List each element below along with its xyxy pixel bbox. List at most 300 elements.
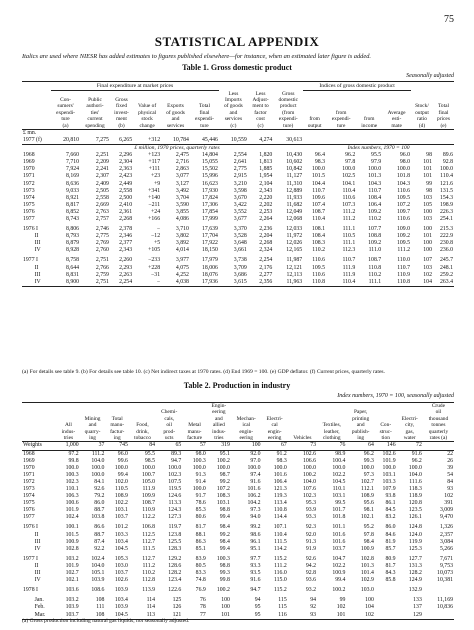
table1-cell: 100.0 [312,166,326,173]
table1-cell: 20,810 [63,137,80,144]
table2-year: 1972 [23,478,35,485]
table2-weights-label: Weights [23,442,42,449]
table2-cell: 103.9 [65,604,79,611]
table1-cell: 3,615 [233,278,247,285]
table2-cell: 111.5 [142,545,156,552]
table2-cell: 78 [200,604,206,611]
table1-cell: 92.8 [442,159,453,166]
table1-cell: 2,324 [259,247,273,254]
table2-cell: 100 [221,604,230,611]
table1-cell: 17,639 [202,226,218,233]
table2-cell: 84.5 [385,507,396,514]
table2-cell: 92.6 [94,486,105,492]
table1-cell: 111.9 [342,264,356,271]
table2-cell: 103.3 [382,478,396,485]
table1-col-head: from income [361,116,378,129]
table2-cell: 103.3 [114,531,128,538]
table2-cell: 100.2 [216,457,230,464]
table1-cell: 12,889 [286,187,303,194]
table1-cell: 2,769 [95,240,109,247]
table1-cell: 2,669 [95,201,109,208]
table-row [22,472,454,479]
table2-cell: 99.2 [250,524,261,531]
table1-quarter: I [36,257,38,264]
table-row [22,279,454,287]
table1-cell: 3,710 [175,226,189,233]
table1-cell: +228 [148,264,161,271]
table1-cell: +312 [148,137,161,144]
table2-cell: 72 [416,442,422,449]
table2-cell: 113 [146,611,156,618]
table1-cell: 30,613 [286,137,303,144]
table1-cell: 3,855 [175,208,189,215]
table1-cell: 8,758 [65,257,80,264]
table2-col-head: Crude oil thousand tonnes quarterly rates (a) [428,403,449,442]
table2-cell: 92 [310,604,317,611]
table2-month-label [22,597,57,604]
table1-cell: 111.2 [397,247,411,254]
table1-cell: 2,307 [95,173,109,180]
page-title: STATISTICAL APPENDIX [154,34,320,49]
table1-cell: 109.5 [312,264,326,271]
table2-cell: 124.3 [168,507,182,514]
table2-cell: 745 [119,442,128,449]
table2-cell: 107.9 [382,486,396,492]
table1-cell: 101 [423,159,432,166]
table2-cell: 114 [146,604,156,611]
table2-cell: 123.8 [168,531,182,538]
table1-group-spacer [219,82,303,91]
table1-cell: 109.5 [396,194,411,201]
table2-cell: 86.0 [94,500,105,507]
table1-cell: 2,343 [259,187,273,194]
table-row [22,159,454,166]
table2-cell: 101.6 [332,538,346,545]
table1-cell: 3,686 [233,271,247,278]
table1-cell: 7,275 [95,137,109,144]
table2-cell: 98.0 [195,450,206,457]
table2-cell: 102.8 [65,545,79,552]
table1-cell: 2,500 [119,194,133,201]
table2-cell: 116 [278,611,287,618]
table2-cell: 102.9 [360,577,374,584]
table1-cell: 108.4 [368,194,382,201]
table1-cell: 2,775 [233,166,247,173]
table2-cell: 101.2 [114,524,128,531]
table2-cell: 120.8 [408,500,422,507]
table2-cell: 94.2 [305,562,317,569]
table2-year: 1969 [23,457,35,464]
table1-cell: 254.1 [439,215,453,222]
table2-cell: 94.7 [250,587,261,594]
table-row [22,532,454,539]
table2-cell: 98.3 [276,457,287,464]
table2-cell: 128.2 [408,570,422,577]
table1-cell: 2,863 [175,166,189,173]
table1-cell: 2,641 [233,159,247,166]
table2-cell: 105.1 [91,570,105,577]
table2-cell: 128.2 [168,570,182,577]
table2-cell: 88.7 [94,507,105,514]
table1-cell: 110.4 [342,187,356,194]
table1-cell: 107.4 [312,201,326,208]
table2-cell: 81.7 [195,524,206,531]
table1-cell: 2,554 [233,152,247,159]
table-row [22,166,454,173]
table1-cell: 110.7 [312,187,326,194]
table2-cell: 76.9 [195,587,206,594]
table1-col-head: Gross fixed invest- ment (b) [114,96,129,129]
table2-cell: 115.2 [273,587,287,594]
table2-cell: 99.3 [219,570,230,577]
table1-cell: 2,363 [119,166,133,173]
table1-cell: 100.0 [396,166,411,173]
table2-cell: 79.2 [94,493,105,500]
table-row [22,247,454,254]
table2-cell: 102.1 [65,577,79,584]
table2-cell: 104.5 [332,478,346,485]
table1-cell: 111.0 [368,247,382,254]
table1-cell: 2,293 [119,264,133,271]
table2-cell: 94 [310,597,317,604]
table1-cell: 110.7 [368,187,382,194]
table2-cell: 102.3 [303,493,317,500]
table1-cell: 121.6 [439,180,453,187]
table1-cell: 2,757 [95,215,109,222]
table2-cell: 102 [336,604,346,611]
table2-cell: 9,753 [439,562,453,569]
table1-cell: 2,268 [119,215,133,222]
table1-cell: 110.6 [397,187,411,194]
table1-cell: 97.9 [371,159,382,166]
table1-col-head: Exports of goods and services [166,103,185,129]
table1-cell: 8,921 [65,194,80,201]
table2-cell: 111.2 [274,562,287,569]
table2-cell: 127.7 [408,555,422,562]
table1-cell: 112.3 [342,247,356,254]
table1-cell [22,145,51,153]
table2-cell: 101.6 [332,531,346,538]
table-row [22,152,454,159]
table1-cell: 110.2 [368,271,382,278]
table2-cell: 84 [149,442,156,449]
table-row [22,493,454,500]
table2-quarter-year: 1978 [23,587,35,594]
table2-cell: 114.4 [273,514,287,521]
table2-cell: 85.1 [195,545,206,552]
table2-cell: 100.9 [332,570,346,577]
table2-col-head: Total manu- factur- ing [110,415,125,442]
table1-unit-right: Index numbers, 1970 = 100 [347,145,410,152]
table1-cell: 2,304 [119,159,133,166]
table1-cell: 11,933 [286,194,303,201]
table2-cell: 92.0 [305,531,317,538]
table2-cell: 100.0 [192,486,206,492]
table2-cell: 102.3 [168,471,182,478]
table2-cell: 104.0 [303,478,317,485]
table2-cell: 93.6 [305,577,317,584]
table1-cell: 17,704 [202,233,218,240]
table1-cell: 16,623 [202,180,218,187]
table-row [22,587,454,594]
table1-cell: −233 [148,257,161,264]
table2-cell: 91.3 [195,471,206,478]
table1-cell: 1,820 [259,152,273,159]
table1-cell: 7,660 [65,152,80,159]
table1-cell: 108.3 [312,240,326,247]
table1-quarter-label [22,257,51,264]
table1-cell: 2,716 [175,159,189,166]
table1-cell: +9 [153,180,161,187]
table2-cell: 129.2 [168,555,182,562]
table2-quarter-label [22,532,57,539]
table2-cell: 92.2 [94,545,105,552]
table1-cell: 104.3 [396,180,411,187]
table1-cell: 96.0 [399,152,411,159]
table1-cell: 17,930 [202,187,218,194]
table2-cell: 76 [339,442,346,449]
table2-cell: 101.1 [332,524,346,531]
table1-cell: 12,165 [286,247,303,254]
table2-col-head: Chemi- cals, oil prod- ucts [161,409,178,442]
table2-cell: 111.9 [142,486,156,492]
table2-cell: 64 [368,442,374,449]
table2-cell: 88.1 [195,531,206,538]
table1-cell: 110.2 [368,215,382,222]
table1-cell: 2,296 [119,152,133,159]
table1-cell: 101.3 [368,173,382,180]
table2-title: Table 2. Production in industry [183,381,291,390]
table1-cell: 109.6 [312,194,326,201]
table2-weights-row [22,442,454,450]
table1-quarter-year: 1977 [23,257,35,264]
table2-cell: 95.1 [250,545,261,552]
table1-cell: 17,824 [202,194,218,201]
table1-cell: 8,852 [65,208,80,215]
table2-cell: 100.1 [65,524,79,531]
table1-cell: 154.3 [439,194,453,201]
table1-cell: 11,963 [286,278,303,285]
table1-cell [273,129,303,137]
table2-cell: 104.0 [91,457,105,464]
table2-cell: 102.7 [65,570,79,577]
table2-cell: 114.2 [273,545,287,552]
table2-cell: 96.2 [363,450,374,457]
table1-year: 1968 [23,152,35,159]
table2-cell: 1,326 [439,524,453,531]
table-row [22,209,454,216]
table2-quarter: III [34,538,41,545]
table2-cell: 77 [200,611,206,618]
table2-cell: 102.6 [303,450,317,457]
table1-cell: 103 [423,194,432,201]
table1-cell: 8,900 [65,278,80,285]
table2-cell: 99.3 [363,457,374,464]
table1-cell: 108.7 [312,208,326,215]
table1-col-head: Total final prices (e) [437,103,450,129]
table1-cell [411,137,433,145]
table2-cell: 96.1 [250,538,261,545]
table2-cell: 104.0 [91,562,105,569]
table2-cell: 103.9 [114,587,128,594]
table2-cell: 3,009 [439,507,453,514]
table2-cell: 95.6 [363,500,374,507]
table2-cell: 114 [146,597,156,604]
table-row [22,597,454,604]
table2-cell [423,442,454,450]
table2-quarter-label [22,556,57,563]
table1-cell: 99 [426,180,432,187]
table1-cell: 3,704 [175,194,189,201]
table-row [22,604,454,611]
table1-cell: 2,356 [259,278,273,285]
table2-cell: 103.2 [65,597,79,604]
table2-cell: 104.5 [114,611,128,618]
table2-cell: 84.1 [94,478,105,485]
table2-cell: 100.3 [192,457,206,464]
table2-cell: 106.2 [247,493,261,500]
table1-cell: 45,446 [202,137,218,144]
table1-cell: 2,204 [259,233,273,240]
table1-cell: 3,661 [233,247,247,254]
table2-cell: 103.9 [114,604,128,611]
table1-cell: 110.4 [342,278,356,285]
table1-cell: 101.5 [312,173,326,180]
table2-cell: 98.7 [219,471,230,478]
table2-cell: 2,357 [439,531,453,538]
table2-quarter: I [36,587,38,594]
table1-col-head: from expendi- ture [331,109,351,129]
table1-cell: 110.6 [312,257,326,264]
table2-cell: 112.2 [142,514,156,521]
table2-cell: 99 [339,597,346,604]
table2-cell: 99.5 [335,500,346,507]
table2-column-head-row [22,403,454,442]
table2-cell: 115.2 [273,555,287,562]
table1-cell: 100 [423,247,432,254]
table2-cell: 125 [172,597,182,604]
table1-cell: 108.1 [312,226,326,233]
table1-cell: 245.7 [439,257,453,264]
table2-cell: 26 [447,457,453,464]
table2-cell: 1,000 [65,442,79,449]
table1-cell: 2,763 [95,208,109,215]
table2-cell: 95 [254,611,261,618]
table2-cell: 105.0 [142,478,156,485]
table2-cell: 108.9 [114,493,128,500]
table2-cell: 91.6 [250,577,261,584]
table1-cell [110,129,133,137]
table1-cell: 108.8 [368,233,382,240]
table1-cell: 110.4 [312,215,326,222]
table1-cell: 2,251 [95,152,109,159]
table2-cell: 86.6 [94,524,105,531]
table1-cell: −12 [151,233,161,240]
table1-cell: 109.2 [368,208,382,215]
table2-cell: 100.6 [65,500,79,507]
table2-cell: 100.0 [65,464,79,471]
table2-cell: 98.4 [363,538,374,545]
table1-cell: 18,150 [202,247,218,254]
table2-cell: 93.5 [250,570,261,577]
table1-cell: 230.8 [439,240,453,247]
table1-cell: 3,492 [175,187,189,194]
table1-quarter: I [36,226,38,233]
table2-cell: 115 [278,604,287,611]
table2-cell: 74.8 [195,577,206,584]
table1-cell: 3,892 [175,240,189,247]
table2-cell: 97.2 [68,450,79,457]
table2-cell: 99.4 [219,514,230,521]
table1-cell: 101 [423,173,432,180]
table2-cell: 84.6 [385,531,396,538]
table-row [22,577,454,584]
table2-cell: 107.2 [216,486,230,492]
table2-cell: 115.0 [273,577,287,584]
table1-cell: − [156,226,161,233]
table2-cell: 73 [310,442,317,449]
table2-cell: 107.6 [303,486,317,492]
table1-cell: 2,236 [259,226,273,233]
table1-cell: 2,253 [259,208,273,215]
table2-cell: 116.0 [273,570,287,577]
table1-cell [326,129,356,137]
table1-col-head: Total final expendi- ture [195,103,214,129]
table2-quarter-label [22,577,57,584]
table1-cell: 110.9 [397,271,411,278]
table1-cell: 3,210 [233,180,247,187]
table2-cell: 100.0 [247,464,261,471]
table1-cell: 98 [426,152,432,159]
table2-cell: 101.8 [332,514,346,521]
table2-cell: 107.1 [273,524,287,531]
table2-index-note: Index numbers, 1970 = 100, seasonally adjusted [337,393,454,399]
table2-cell: 86.0 [385,524,396,531]
table1-cell [433,137,454,145]
table2-cell: 110.5 [115,486,128,492]
table2-cell: 85.3 [195,507,206,514]
table2-cell: 127.3 [168,514,182,521]
table1-cell: 8,806 [65,226,80,233]
table1-cell: 104.1 [342,180,356,187]
table2-cell: 81.9 [385,538,396,545]
table1-cell: 100 [423,208,432,215]
table2-col-head: Electri- city, gas, water [401,415,418,442]
table1-cell: 15,502 [202,166,218,173]
table2-cell: 103.2 [65,555,79,562]
table2-quarter: IV [34,545,41,552]
table2-cell: 100.9 [360,545,374,552]
table2-cell: 99.8 [219,577,230,584]
table2-cell: 96.0 [117,450,128,457]
table1-cell: 2,343 [119,247,133,254]
table2-cell: 86.3 [195,538,206,545]
table2-month-label [22,604,57,611]
table2-cell: 102.6 [382,450,396,457]
table2-cell: 95 [254,604,261,611]
table1-cell: 2,263 [119,271,133,278]
table2-quarter-year: 1977 [23,555,35,562]
table1-cell: 110.7 [342,257,356,264]
table2-cell: 109.9 [142,493,156,500]
table2-cell: 99.2 [219,478,230,485]
table1-cell: +23 [151,173,161,180]
table2-cell: 110.9 [142,507,156,514]
table1-cell: 236.0 [439,247,453,254]
table1-cell [133,129,161,137]
table2-cell: 101.9 [65,562,79,569]
table1-cell: 111.9 [342,271,356,278]
